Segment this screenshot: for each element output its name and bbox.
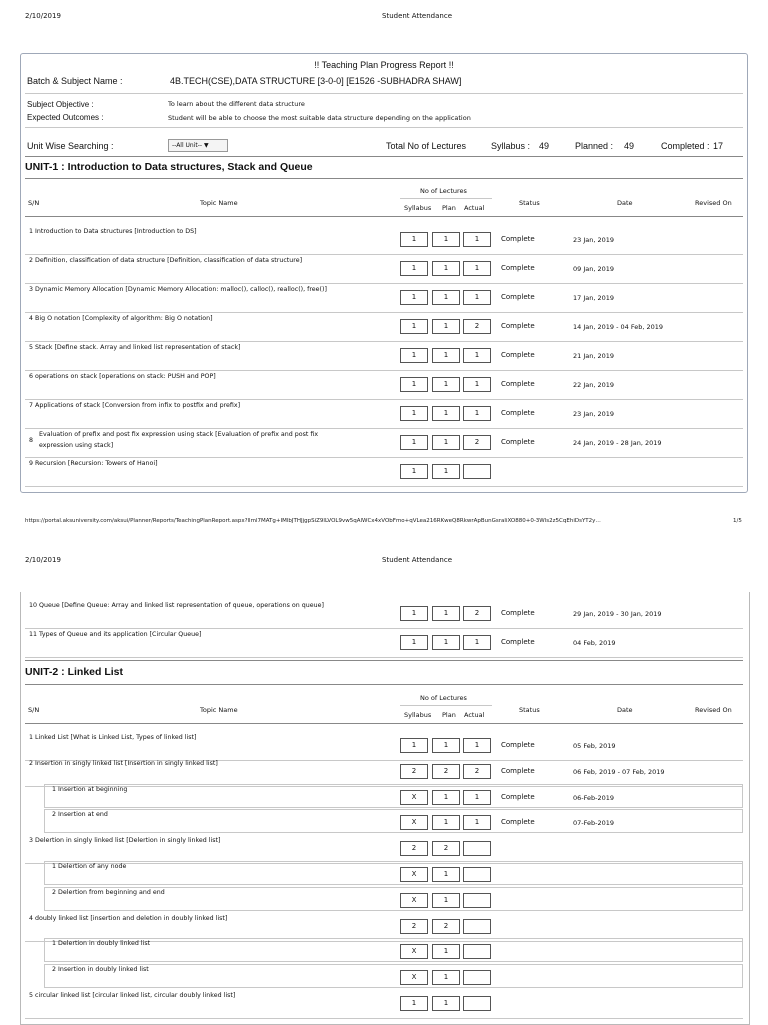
- print-date: 2/10/2019: [25, 12, 61, 20]
- date-value: 21 Jan, 2019: [573, 352, 615, 360]
- syllabus-count: 1: [400, 406, 428, 421]
- actual-count: 1: [463, 790, 491, 805]
- lectures-header: No of Lectures: [420, 694, 467, 702]
- topic-name: 3 Dynamic Memory Allocation [Dynamic Memory Allocation: malloc(), calloc(), realloc(), free()]: [29, 286, 327, 293]
- batch-label: Batch & Subject Name :: [27, 76, 123, 86]
- unit-1-title: UNIT-1 : Introduction to Data structures, Stack and Queue: [25, 161, 313, 173]
- topic-name: 1 Introduction to Data structures [Introduction to DS]: [29, 228, 197, 235]
- topic-name: 3 Delertion in singly linked list [Delertion in singly linked list]: [29, 837, 221, 845]
- syllabus-count: 1: [400, 435, 428, 450]
- plan-count: 1: [432, 738, 460, 753]
- divider: [25, 178, 743, 179]
- actual-count: 2: [463, 764, 491, 779]
- status-value: Complete: [501, 818, 535, 827]
- page-number: 1/5: [733, 518, 742, 524]
- syllabus-count: 1: [400, 464, 428, 479]
- actual-count: 2: [463, 319, 491, 334]
- divider: [25, 93, 743, 94]
- row-divider: [25, 283, 743, 284]
- row-divider: [25, 428, 743, 429]
- syllabus-count: 1: [400, 261, 428, 276]
- row-divider: [25, 254, 743, 255]
- date-value: 04 Feb, 2019: [573, 639, 616, 647]
- print-title: Student Attendance: [382, 12, 453, 20]
- syllabus-count: X: [400, 815, 428, 830]
- topic-name: 1 Insertion at beginning: [52, 785, 128, 793]
- plan-count: 1: [432, 996, 460, 1011]
- sn-header: S/N: [28, 199, 40, 207]
- plan-count: 1: [432, 290, 460, 305]
- status-header: Status: [519, 199, 540, 207]
- topic-name: 1 Delertion of any node: [52, 863, 127, 870]
- divider: [400, 198, 492, 199]
- syllabus-count: 1: [400, 232, 428, 247]
- actual-count: [463, 970, 491, 985]
- status-value: Complete: [501, 638, 535, 646]
- plan-count: 1: [432, 606, 460, 621]
- topic-name: 2 Insertion in singly linked list [Insertion in singly linked list]: [29, 759, 218, 767]
- planned-count: 49: [624, 141, 635, 151]
- syllabus-header: Syllabus: [404, 711, 432, 719]
- page-url: https://portal.aksuniversity.com/aksui/Planner/Reports/TeachingPlanReport.aspx?llml7MATg+IMlbJTHJjgpSiZ9lLVOL9vw5qAlWCx4xVObFmo+qVLea216RKweQ8RkwrApBunGsraliXO880+0-3Wls2z5CqEhiDsYT2y…: [25, 518, 601, 524]
- date-header: Date: [617, 706, 633, 714]
- date-value: 14 Jan, 2019 - 04 Feb, 2019: [573, 323, 664, 331]
- divider: [25, 156, 743, 157]
- row-divider: [25, 399, 743, 400]
- topic-name: Evaluation of prefix and post fix expression using stack [Evaluation of prefix and post fix: [39, 431, 319, 438]
- plan-count: 1: [432, 790, 460, 805]
- plan-count: 1: [432, 406, 460, 421]
- total-lectures-label: Total No of Lectures: [386, 141, 467, 151]
- syllabus-count: 1: [400, 606, 428, 621]
- actual-count: [463, 919, 491, 934]
- status-value: Complete: [501, 322, 535, 330]
- completed-count: 17: [713, 141, 724, 151]
- date-value: 09 Jan, 2019: [573, 265, 615, 273]
- date-value: 06-Feb-2019: [573, 793, 615, 802]
- batch-value: 4B.TECH(CSE),DATA STRUCTURE [3-0-0] [E1526 -SUBHADRA SHAW]: [170, 76, 462, 86]
- plan-count: 2: [432, 919, 460, 934]
- topic-name: 1 Delertion in doubly linked list: [52, 940, 151, 948]
- row-number: 8: [29, 437, 34, 444]
- date-value: 23 Jan, 2019: [573, 236, 615, 244]
- syllabus-count: 1: [400, 348, 428, 363]
- objective-value: To learn about the different data structure: [168, 100, 305, 108]
- status-value: Complete: [501, 293, 535, 301]
- status-value: Complete: [501, 438, 535, 446]
- status-value: Complete: [501, 741, 535, 749]
- row-divider: [25, 312, 743, 313]
- syllabus-header: Syllabus: [404, 204, 432, 212]
- plan-count: 2: [432, 841, 460, 856]
- status-value: Complete: [501, 380, 535, 388]
- topic-header: Topic Name: [200, 199, 238, 207]
- sub-row-frame: [44, 809, 743, 833]
- divider: [400, 705, 492, 706]
- plan-count: 1: [432, 319, 460, 334]
- plan-count: 1: [432, 815, 460, 830]
- plan-count: 1: [432, 970, 460, 985]
- unit-search-label: Unit Wise Searching :: [27, 141, 114, 151]
- syllabus-count: X: [400, 944, 428, 959]
- row-divider: [25, 486, 743, 487]
- topic-name: 4 Big O notation [Complexity of algorithm: Big O notation]: [29, 315, 213, 322]
- plan-count: 1: [432, 893, 460, 908]
- topic-name: 5 Stack [Define stack. Array and linked list representation of stack]: [29, 344, 241, 351]
- revised-header: Revised On: [695, 199, 732, 207]
- row-divider: [25, 657, 743, 658]
- date-value: 17 Jan, 2019: [573, 294, 615, 302]
- syllabus-count: 49: [539, 141, 550, 151]
- row-divider: [25, 628, 743, 629]
- syllabus-count: 1: [400, 377, 428, 392]
- actual-count: 1: [463, 261, 491, 276]
- unit-2-title: UNIT-2 : Linked List: [25, 666, 124, 678]
- actual-count: [463, 996, 491, 1011]
- topic-name: 10 Queue [Define Queue: Array and linked list representation of queue, operations on queue]: [29, 602, 324, 609]
- row-divider: [25, 370, 743, 371]
- status-header: Status: [519, 706, 540, 714]
- topic-name: 2 Delertion from beginning and end: [52, 888, 165, 896]
- date-value: 22 Jan, 2019: [573, 381, 615, 389]
- syllabus-count: X: [400, 790, 428, 805]
- plan-count: 1: [432, 377, 460, 392]
- objective-label: Subject Objective :: [27, 100, 94, 109]
- actual-header: Actual: [464, 711, 485, 719]
- plan-count: 1: [432, 867, 460, 882]
- topic-header: Topic Name: [200, 706, 238, 714]
- status-value: Complete: [501, 235, 535, 243]
- date-value: 23 Jan, 2019: [573, 410, 615, 418]
- syllabus-count: 2: [400, 919, 428, 934]
- row-divider: [25, 341, 743, 342]
- actual-count: [463, 841, 491, 856]
- topic-name: 2 Definition, classification of data structure [Definition, classification of data structure]: [29, 257, 303, 264]
- topic-name: 2 Insertion in doubly linked list: [52, 966, 149, 974]
- divider: [25, 684, 743, 685]
- print-title: Student Attendance: [382, 556, 453, 564]
- status-value: Complete: [501, 792, 535, 801]
- actual-count: 1: [463, 635, 491, 650]
- topic-name: 11 Types of Queue and its application [Circular Queue]: [29, 631, 202, 638]
- actual-count: [463, 893, 491, 908]
- syllabus-count: 1: [400, 290, 428, 305]
- actual-count: 2: [463, 435, 491, 450]
- plan-count: 1: [432, 944, 460, 959]
- sub-row-frame: [44, 784, 743, 808]
- plan-count: 1: [432, 348, 460, 363]
- sn-header: S/N: [28, 706, 40, 714]
- plan-count: 1: [432, 435, 460, 450]
- row-divider: [25, 1018, 743, 1019]
- sub-row-frame: [44, 861, 743, 885]
- status-value: Complete: [501, 409, 535, 417]
- syllabus-count: 1: [400, 635, 428, 650]
- topic-name: expression using stack]: [39, 442, 114, 449]
- syllabus-count: 1: [400, 738, 428, 753]
- actual-count: 1: [463, 738, 491, 753]
- date-value: 06 Feb, 2019 - 07 Feb, 2019: [573, 767, 665, 776]
- syllabus-count: 2: [400, 841, 428, 856]
- actual-count: [463, 944, 491, 959]
- topic-name: 1 Linked List [What is Linked List, Types of linked list]: [29, 734, 197, 741]
- topic-name: 9 Recursion [Recursion: Towers of Hanoi]: [29, 460, 158, 467]
- date-value: 05 Feb, 2019: [573, 742, 616, 750]
- status-value: Complete: [501, 264, 535, 272]
- actual-count: 2: [463, 606, 491, 621]
- topic-name: 4 doubly linked list [insertion and deletion in doubly linked list]: [29, 914, 228, 922]
- outcomes-label: Expected Outcomes :: [27, 113, 104, 122]
- status-value: Complete: [501, 351, 535, 359]
- actual-count: 1: [463, 348, 491, 363]
- topic-name: 6 operations on stack [operations on stack: PUSH and POP]: [29, 373, 216, 380]
- completed-label: Completed :: [661, 141, 710, 151]
- syllabus-count: 1: [400, 319, 428, 334]
- date-header: Date: [617, 199, 633, 207]
- topic-name: 2 Insertion at end: [52, 811, 108, 819]
- plan-header: Plan: [442, 204, 456, 212]
- syllabus-count: X: [400, 970, 428, 985]
- outcomes-value: Student will be able to choose the most suitable data structure depending on the application: [168, 114, 471, 122]
- plan-count: 1: [432, 635, 460, 650]
- plan-count: 1: [432, 464, 460, 479]
- lectures-header: No of Lectures: [420, 187, 467, 195]
- plan-count: 1: [432, 232, 460, 247]
- divider: [25, 723, 743, 724]
- row-divider: [25, 457, 743, 458]
- actual-count: 1: [463, 815, 491, 830]
- revised-header: Revised On: [695, 706, 732, 714]
- actual-count: [463, 464, 491, 479]
- divider: [25, 127, 743, 128]
- topic-name: 7 Applications of stack [Conversion from infix to postfix and prefix]: [29, 402, 241, 409]
- syllabus-count: 2: [400, 764, 428, 779]
- status-value: Complete: [501, 609, 535, 617]
- plan-header: Plan: [442, 711, 456, 719]
- plan-count: 1: [432, 261, 460, 276]
- report-title: !! Teaching Plan Progress Report !!: [314, 60, 454, 70]
- divider: [25, 216, 743, 217]
- syllabus-label: Syllabus :: [491, 141, 531, 151]
- plan-count: 2: [432, 764, 460, 779]
- actual-count: 1: [463, 290, 491, 305]
- unit-search-value: --All Unit--: [172, 142, 203, 149]
- actual-count: [463, 867, 491, 882]
- print-date: 2/10/2019: [25, 556, 61, 564]
- date-value: 07-Feb-2019: [573, 819, 615, 828]
- date-value: 29 Jan, 2019 - 30 Jan, 2019: [573, 610, 662, 618]
- actual-count: 1: [463, 232, 491, 247]
- syllabus-count: X: [400, 893, 428, 908]
- actual-count: 1: [463, 377, 491, 392]
- date-value: 24 Jan, 2019 - 28 Jan, 2019: [573, 439, 662, 447]
- syllabus-count: X: [400, 867, 428, 882]
- actual-header: Actual: [464, 204, 485, 212]
- chevron-down-icon: ▼: [204, 142, 209, 149]
- actual-count: 1: [463, 406, 491, 421]
- planned-label: Planned :: [575, 141, 614, 151]
- status-value: Complete: [501, 766, 535, 775]
- topic-name: 5 circular linked list [circular linked list, circular doubly linked list]: [29, 992, 236, 999]
- unit-search-select[interactable]: [168, 139, 228, 152]
- divider: [25, 660, 743, 661]
- syllabus-count: 1: [400, 996, 428, 1011]
